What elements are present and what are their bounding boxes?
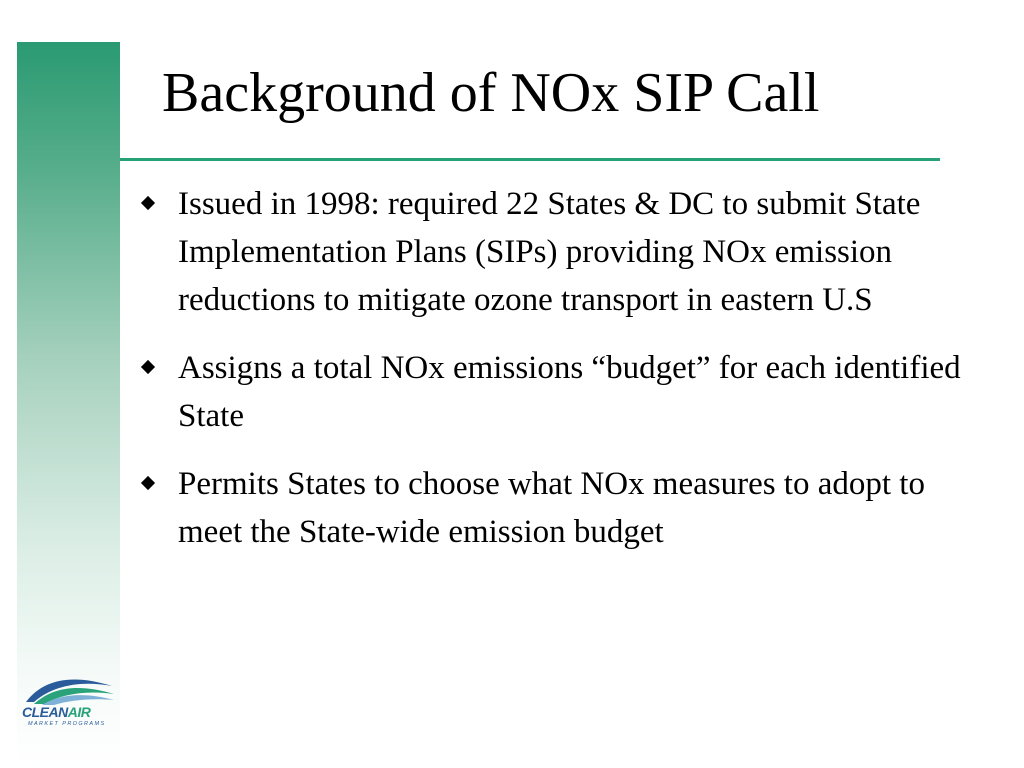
bullet-text: Assigns a total NOx emissions “budget” for each identified State [178, 350, 961, 434]
side-gradient-bar [17, 42, 120, 768]
logo-wordmark [22, 704, 90, 720]
diamond-bullet-icon [141, 476, 155, 490]
bullet-text: Issued in 1998: required 22 States & DC to submit State Implementation Plans (SIPs) providing NOx emission reductions to mitigate ozone transport in eastern U.S [178, 186, 921, 318]
bullet-item [140, 460, 980, 556]
title-divider [120, 158, 940, 161]
logo-clean-text: CLEAN [22, 704, 68, 720]
logo-subtitle: MARKET PROGRAMS [28, 721, 106, 727]
bullet-text: Permits States to choose what NOx measures to adopt to meet the State-wide emission budget [178, 466, 925, 550]
diamond-bullet-icon [141, 360, 155, 374]
slide-title: Background of NOx SIP Call [162, 62, 820, 124]
bullet-list [140, 180, 980, 576]
bullet-item [140, 344, 980, 440]
diamond-bullet-icon [141, 196, 155, 210]
logo-air-text: AIR [67, 704, 91, 720]
clean-air-logo [20, 672, 116, 730]
wave-swoosh-icon [20, 672, 116, 706]
bullet-item [140, 180, 980, 324]
